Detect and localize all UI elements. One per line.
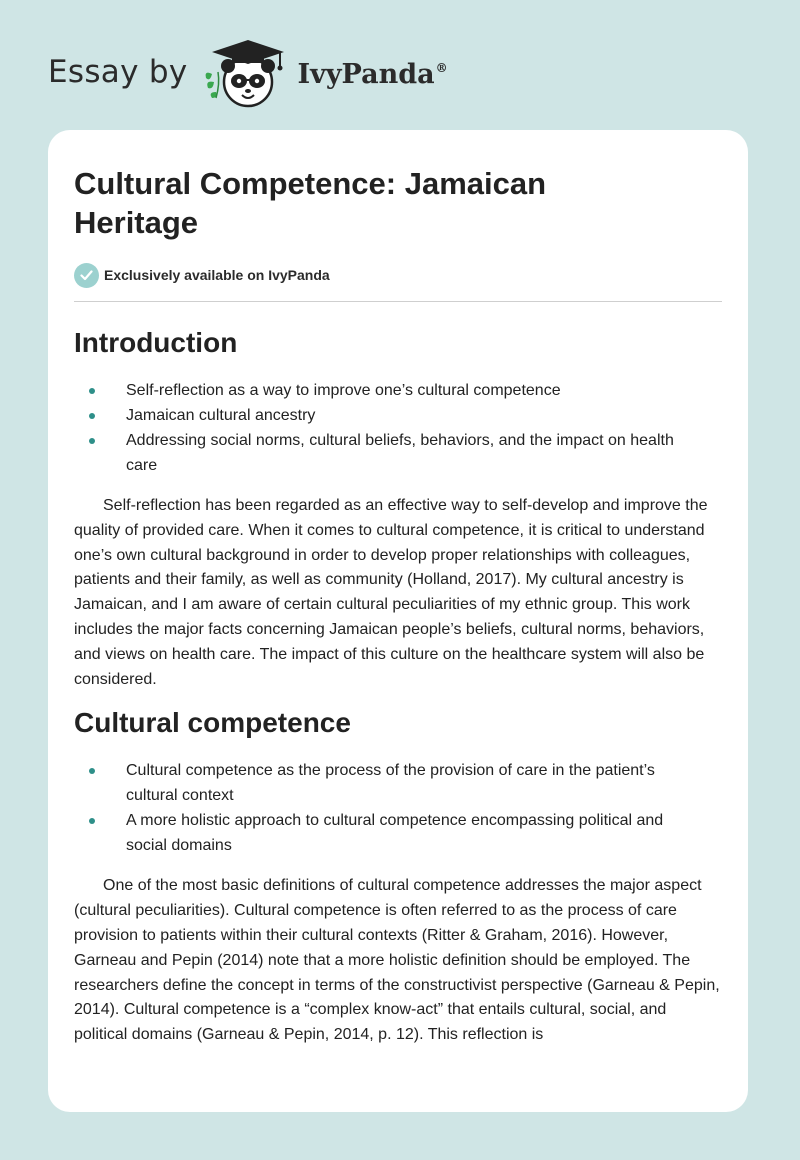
- section-heading: Cultural competence: [74, 707, 351, 739]
- check-circle-icon: [74, 263, 99, 288]
- list-item: Cultural competence as the process of the provision of care in the patient’s cultural context: [74, 758, 722, 808]
- badge-label: Exclusively available on IvyPanda: [104, 267, 330, 283]
- list-item: A more holistic approach to cultural competence encompassing political and social domains: [74, 808, 722, 858]
- site-header: [48, 34, 448, 110]
- registered-mark: ®: [435, 60, 448, 75]
- body-paragraph: Self-reflection has been regarded as an effective way to self-develop and improve the quality of provided care. When it comes to cultural competence, it is critical to understand one’s own cultural background in order to develop proper relationships with colleagues, patients and their family, as well as community (Holland, 2017). My cultural ancestry is Jamaican, and I am aware of certain cultural peculiarities of my ethnic group. This work includes the major facts concerning Jamaican people’s beliefs, cultural norms, behaviors, and views on health care. The impact of this culture on the healthcare system will also be considered.: [74, 497, 708, 688]
- page-title: Cultural Competence: Jamaican Heritage: [74, 166, 547, 240]
- divider: [74, 301, 722, 302]
- brand-name[interactable]: IvyPanda®: [297, 58, 448, 90]
- exclusive-badge: [74, 261, 722, 289]
- body-paragraph: One of the most basic definitions of cultural competence addresses the major aspect (cultural peculiarities). Cultural competence is often referred to as the process of care provision to patients within their cultural contexts (Ritter & Graham, 2016). However, Garneau and Pepin (2014) note that a more holistic definition should be employed. The researchers define the concept in terms of the constructivist perspective (Garneau & Pepin, 2014). Cultural competence is a “complex know-act” that entails cultural, social, and political domains (Garneau & Pepin, 2014, p. 12). This reflection is: [74, 877, 720, 1044]
- essay-card: [48, 130, 748, 1112]
- list-item: Jamaican cultural ancestry: [74, 403, 722, 428]
- list-item: Addressing social norms, cultural beliefs, behaviors, and the impact on health care: [74, 428, 722, 478]
- list-item: Self-reflection as a way to improve one’s cultural competence: [74, 378, 722, 403]
- bullet-list: [74, 758, 722, 858]
- section-introduction: [74, 326, 722, 692]
- bullet-list: [74, 378, 722, 478]
- section-heading: Introduction: [74, 327, 238, 358]
- brand-prefix: Essay by: [48, 54, 188, 90]
- section-cultural-competence: [74, 706, 722, 1048]
- panda-graduate-icon[interactable]: [202, 34, 294, 110]
